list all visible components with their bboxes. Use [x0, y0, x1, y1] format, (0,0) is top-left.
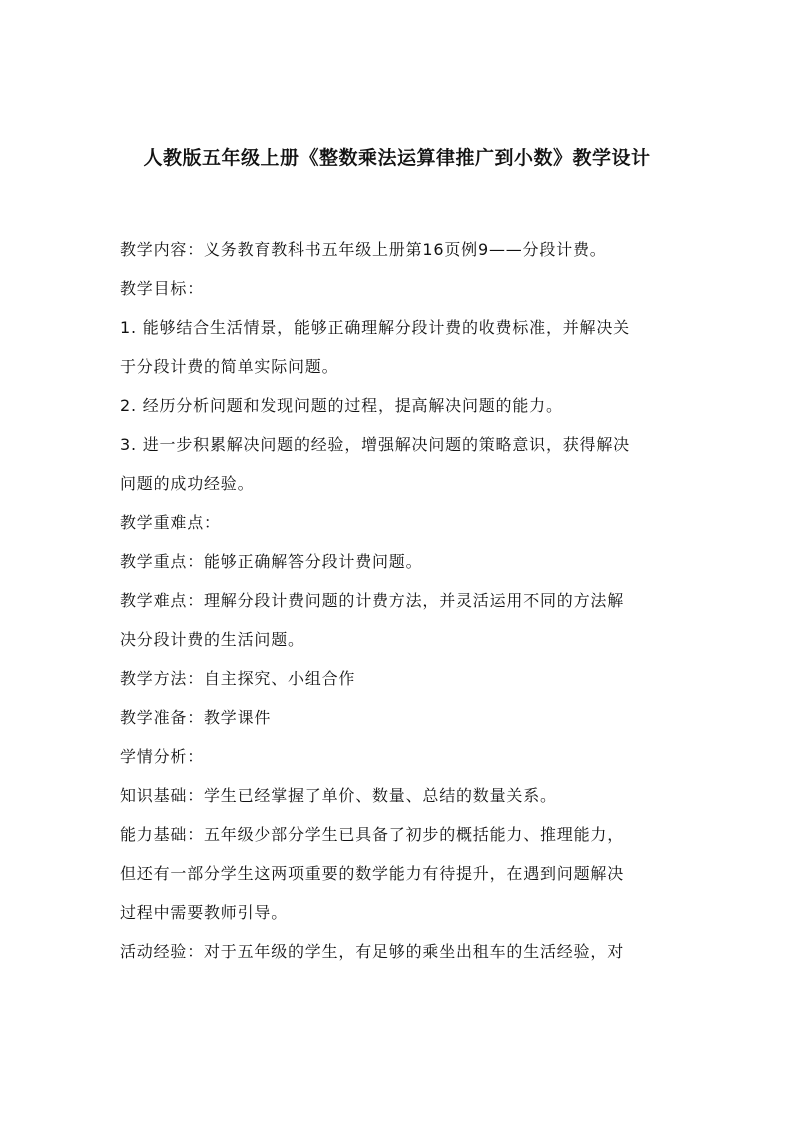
- text-line-objectives-heading: 教学目标：: [120, 279, 205, 298]
- text-line-objective-3a: 3. 进一步积累解决问题的经验，增强解决问题的策略意识，获得解决: [120, 435, 630, 454]
- text-line-preparation: 教学准备：教学课件: [120, 708, 272, 727]
- text-line-objective-3b: 问题的成功经验。: [120, 474, 255, 493]
- text-line-objective-1a: 1. 能够结合生活情景，能够正确理解分段计费的收费标准，并解决关: [120, 318, 630, 337]
- text-line-difficulty-b: 决分段计费的生活问题。: [120, 630, 305, 649]
- text-line-knowledge-basis: 知识基础：学生已经掌握了单价、数量、总结的数量关系。: [120, 786, 557, 805]
- text-line-ability-basis-a: 能力基础：五年级少部分学生已具备了初步的概括能力、推理能力，: [120, 825, 625, 844]
- text-line-method: 教学方法：自主探究、小组合作: [120, 669, 356, 688]
- document-title: 人教版五年级上册《整数乘法运算律推广到小数》教学设计: [143, 147, 651, 169]
- text-line-ability-basis-c: 过程中需要教师引导。: [120, 903, 289, 922]
- text-line-objective-2: 2. 经历分析问题和发现问题的过程，提高解决问题的能力。: [120, 396, 563, 415]
- text-line-content: 教学内容：义务教育教科书五年级上册第16页例9——分段计费。: [120, 240, 607, 259]
- text-line-ability-basis-b: 但还有一部分学生这两项重要的数学能力有待提升，在遇到问题解决: [120, 864, 625, 883]
- text-line-activity-experience: 活动经验：对于五年级的学生，有足够的乘坐出租车的生活经验，对: [120, 942, 625, 961]
- text-line-key-point: 教学重点：能够正确解答分段计费问题。: [120, 552, 423, 571]
- text-line-key-points-heading: 教学重难点：: [120, 513, 221, 532]
- document-body: [120, 230, 680, 971]
- text-line-analysis-heading: 学情分析：: [120, 747, 205, 766]
- text-line-objective-1b: 于分段计费的简单实际问题。: [120, 357, 339, 376]
- text-line-difficulty-a: 教学难点：理解分段计费问题的计费方法，并灵活运用不同的方法解: [120, 591, 625, 610]
